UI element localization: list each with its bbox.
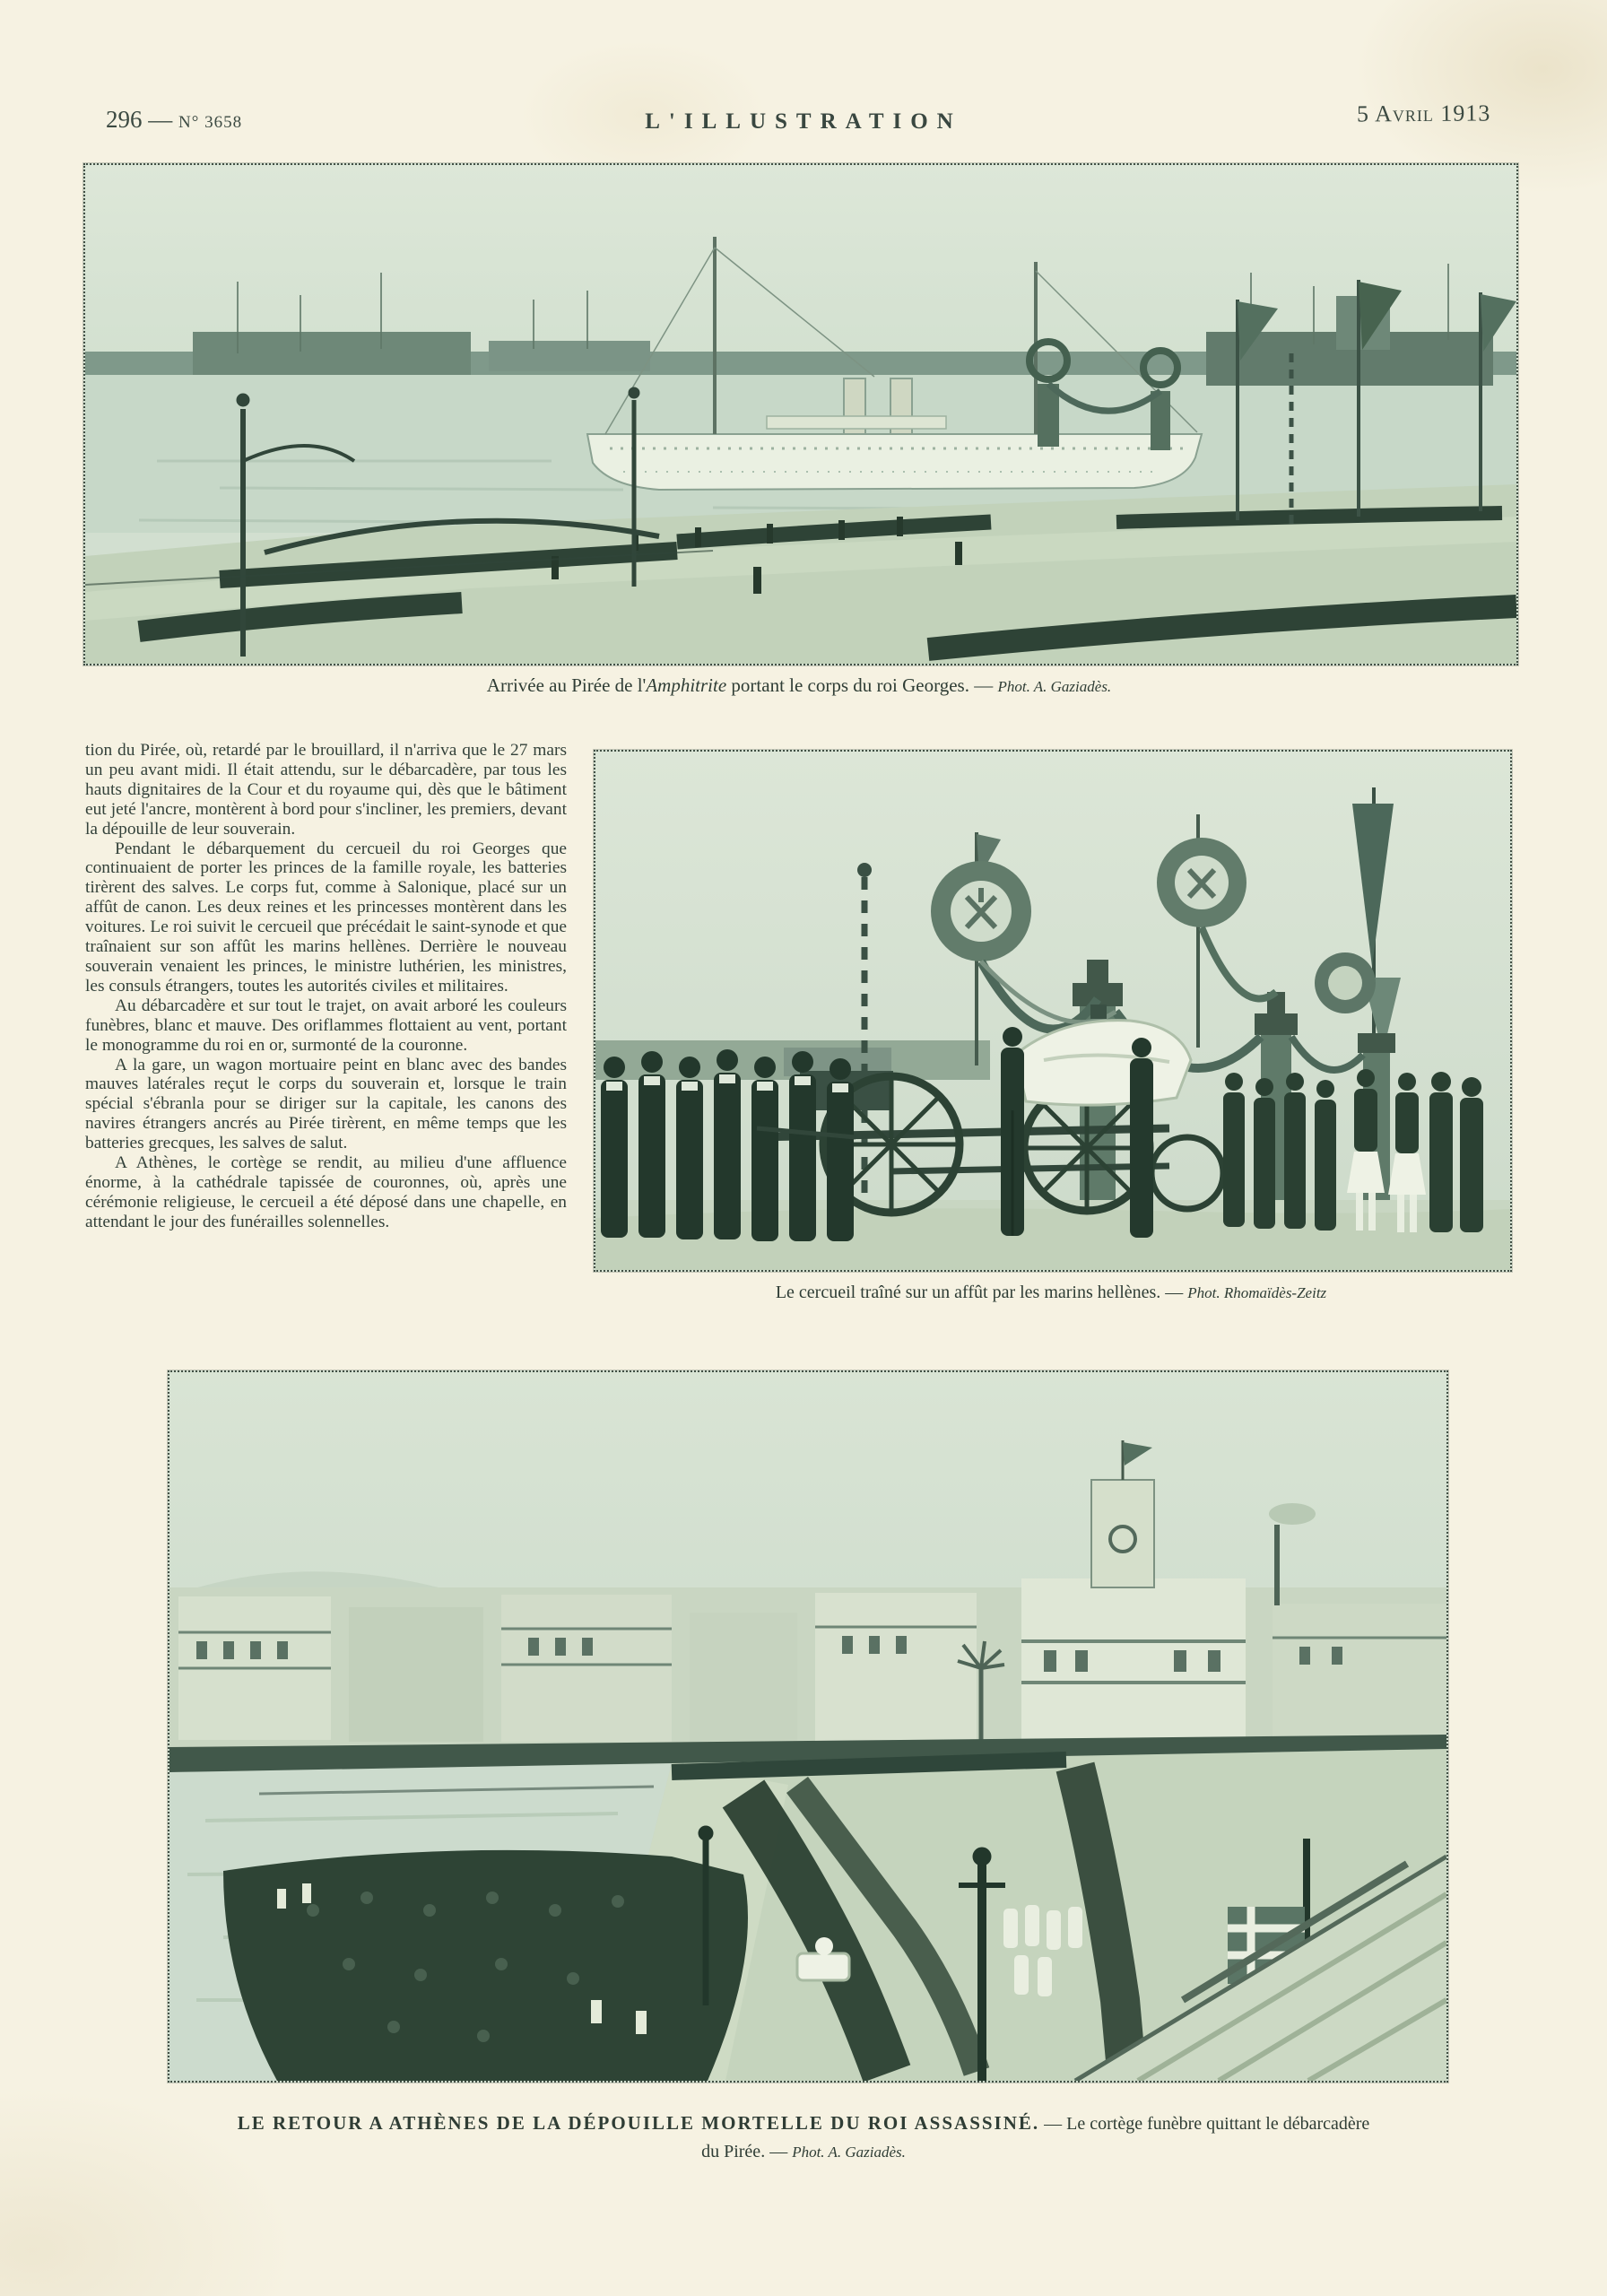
gun-carriage-illustration (595, 752, 1510, 1270)
photo-credit: Phot. A. Gaziadès. (997, 678, 1112, 695)
issue-number: N° 3658 (178, 113, 243, 132)
article-paragraph: A Athènes, le cortège se rendit, au milieu d'une affluence énorme, à la cathédrale tapissée de couronnes, où, après une cérémonie religieuse, le cercueil a été déposé dans une chapelle, en attendant le jour des funérailles solennelles. (85, 1153, 567, 1231)
masthead-title: L'ILLUSTRATION (645, 109, 962, 134)
caption-headline: LE RETOUR A ATHÈNES DE LA DÉPOUILLE MORTELLE DU ROI ASSASSINÉ. (237, 2112, 1040, 2134)
issue-date: 5 Avril 1913 (1356, 100, 1491, 127)
caption-text: — Le cortège funèbre quittant le débarcadère (1039, 2114, 1370, 2134)
article-column (85, 741, 567, 1232)
caption-bottom-photo (86, 2109, 1521, 2166)
header-separator: — (148, 106, 173, 133)
photo-arrival-piraeus (83, 163, 1518, 665)
article-paragraph: tion du Pirée, où, retardé par le brouillard, il n'arriva que le 27 mars un peu avant midi. Il était attendu, sur le débarcadère, par tous les hauts dignitaires de la Cour et du royaume qui, dès que le bâtiment eut jeté l'ancre, montèrent à bord pour s'incliner, les premiers, devant la dépouille de leur souverain. (85, 741, 567, 839)
waterfront-procession-illustration (169, 1372, 1446, 2081)
caption-line2: du Pirée. — (701, 2142, 793, 2161)
caption-text-rest: portant le corps du roi Georges. — (726, 674, 998, 696)
article-paragraph: Au débarcadère et sur tout le trajet, on avait arboré les couleurs funèbres, blanc et mauve. Des oriflammes flottaient au vent, portant le monogramme du roi en or, surmonté de la couronne. (85, 996, 567, 1055)
photo-credit: Phot. A. Gaziadès. (792, 2144, 906, 2161)
caption-text: Le cercueil traîné sur un affût par les marins hellènes. — (775, 1283, 1188, 1302)
article-paragraph: A la gare, un wagon mortuaire peint en blanc avec des bandes mauves latérales reçut le corps du souverain et, lorsque le train spécial s'ébranla pour se diriger sur la capitale, les canons des navires étrangers ancrés au Pirée tirèrent, en même temps que les batteries grecques, les salves de salut. (85, 1055, 567, 1153)
caption-top-photo (83, 674, 1515, 697)
ship-name: Amphitrite (646, 674, 727, 696)
photo-cortege-waterfront (168, 1370, 1448, 2083)
crowd-mass (223, 1850, 748, 2081)
article-paragraph: Pendant le débarquement du cercueil du roi Georges que continuaient de porter les princes de la famille royale, les batteries tirèrent des salves. Le corps fut, comme à Salonique, placé sur un affût de canon. Les deux reines et les princesses montèrent dans les voitures. Le roi suivit le cercueil que précédait le saint-synode et que traînaient sur son affût les marins hellènes. Derrière le nouveau souverain venaient les princes, le ministre luthérien, les ministres, les consuls étrangers, toutes les autorités civiles et militaires. (85, 839, 567, 996)
page-number: 296 (106, 106, 143, 133)
photo-credit: Phot. Rhomaïdès-Zeitz (1187, 1284, 1327, 1301)
caption-mid-photo (594, 1283, 1508, 1303)
photo-coffin-gun-carriage (594, 750, 1512, 1272)
caption-text: Arrivée au Pirée de l' (486, 674, 647, 696)
harbor-panorama-illustration (85, 165, 1516, 664)
